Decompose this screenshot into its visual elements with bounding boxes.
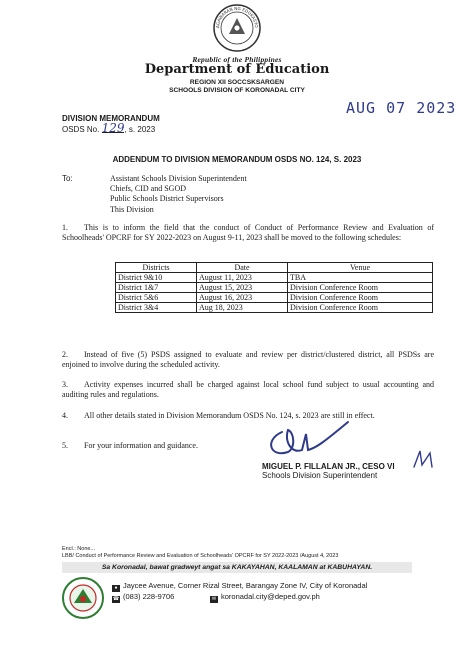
recipient-list bbox=[110, 174, 247, 215]
location-icon: ● bbox=[112, 585, 120, 592]
table-cell: August 15, 2023 bbox=[197, 283, 288, 293]
email-text[interactable]: koronadal.city@deped.gov.ph bbox=[221, 592, 320, 601]
paragraph-number: 1. bbox=[62, 223, 68, 232]
region-line: REGION XII SOCCSKSARGEN bbox=[189, 79, 285, 86]
column-header: Districts bbox=[116, 263, 197, 273]
paragraph-text: All other details stated in Division Memorandum OSDS No. 124, s. 2023 are still in effect. bbox=[84, 411, 375, 420]
paragraph-text: This is to inform the field that the conduct of Conduct of Performance Review and Evaluation of Schoolheads' OPCRF for SY 2022-2023 on August 9-11, 2023 shall be moved to the following schedules: bbox=[62, 223, 434, 243]
table-cell: Aug 18, 2023 bbox=[197, 303, 288, 313]
paragraph-text: For your information and guidance. bbox=[84, 441, 198, 450]
recipient: Assistant Schools Division Superintendent bbox=[110, 174, 247, 183]
initial-mark bbox=[410, 449, 436, 471]
table-row bbox=[116, 273, 433, 283]
signatory-title: Schools Division Superintendent bbox=[262, 471, 378, 480]
address-text: Jaycee Avenue, Corner Rizal Street, Barangay Zone IV, City of Koronadal bbox=[123, 581, 368, 590]
table-row bbox=[116, 293, 433, 303]
paragraph-number: 2. bbox=[62, 350, 68, 359]
table-cell: District 5&6 bbox=[116, 293, 197, 303]
memo-title: DIVISION MEMORANDUM bbox=[62, 114, 160, 123]
table-cell: District 3&4 bbox=[116, 303, 197, 313]
paragraph-4 bbox=[62, 411, 434, 421]
osds-prefix: OSDS No. bbox=[62, 125, 100, 134]
date-stamp: AUG 07 2023 bbox=[346, 99, 457, 117]
paragraph-1 bbox=[62, 223, 434, 243]
phone-icon: ☎ bbox=[112, 596, 120, 602]
footer-email[interactable] bbox=[210, 592, 320, 603]
schedule-table bbox=[115, 262, 433, 313]
paragraph-number: 5. bbox=[62, 441, 68, 450]
enclosure-note: Encl.: None... bbox=[62, 546, 96, 552]
division-motto: Sa Koronadal, bawat gradweyt angat sa KAKAYAHAN, KAALAMAN at KABUHAYAN. bbox=[62, 562, 412, 573]
paragraph-text: Instead of five (5) PSDS assigned to evaluate and review per district/clustered district, all PSDSs are enjoined to involve during the scheduled activity. bbox=[62, 350, 434, 370]
paragraph-number: 3. bbox=[62, 380, 68, 389]
column-header: Date bbox=[197, 263, 288, 273]
footer-phone bbox=[112, 592, 174, 603]
osds-suffix: , s. 2023 bbox=[124, 125, 156, 134]
paragraph-number: 4. bbox=[62, 411, 68, 420]
table-cell: District 1&7 bbox=[116, 283, 197, 293]
division-line: SCHOOLS DIVISION OF KORONADAL CITY bbox=[169, 87, 305, 94]
to-label: To: bbox=[62, 174, 73, 183]
recipient: This Division bbox=[110, 204, 154, 214]
column-header: Venue bbox=[288, 263, 433, 273]
recipient: Chiefs, CID and SGOD bbox=[110, 184, 186, 194]
email-icon: ✉ bbox=[211, 596, 217, 602]
table-cell: August 16, 2023 bbox=[197, 293, 288, 303]
table-row bbox=[116, 303, 433, 313]
table-cell: Division Conference Room bbox=[288, 293, 433, 303]
republic-line: Republic of the Philippines bbox=[192, 55, 282, 64]
table-header-row bbox=[116, 263, 433, 273]
table-row bbox=[116, 283, 433, 293]
footer-address bbox=[112, 581, 367, 592]
table-cell: August 11, 2023 bbox=[197, 273, 288, 283]
reference-line: LBB/ Conduct of Performance Review and Evaluation of Schoolheads' OPCRF for SY 2022-2023 /August 4, 2023 bbox=[62, 553, 339, 559]
paragraph-3 bbox=[62, 380, 434, 400]
paragraph-5 bbox=[62, 441, 434, 451]
phone-text: (083) 228-9706 bbox=[123, 592, 175, 601]
signatory-name: MIGUEL P. FILLALAN JR., CESO VI bbox=[262, 462, 395, 471]
city-seal-icon bbox=[62, 577, 104, 619]
table-cell: Division Conference Room bbox=[288, 283, 433, 293]
table-cell: District 9&10 bbox=[116, 273, 197, 283]
paragraph-2 bbox=[62, 350, 434, 370]
paragraph-text: Activity expenses incurred shall be charged against local school fund subject to usual accounting and auditing rules and regulations. bbox=[62, 380, 434, 400]
recipient: Public Schools District Supervisors bbox=[110, 194, 224, 204]
osds-line bbox=[62, 121, 156, 135]
memo-subject: ADDENDUM TO DIVISION MEMORANDUM OSDS NO. 124, S. 2023 bbox=[112, 155, 362, 164]
signature-mark bbox=[262, 412, 352, 462]
department-name: Department of Education bbox=[144, 62, 330, 77]
deped-seal-icon bbox=[213, 4, 261, 52]
seal-text: AGAWARAN NG EDUKASYO bbox=[214, 5, 260, 29]
table-cell: Division Conference Room bbox=[288, 303, 433, 313]
osds-number: 129 bbox=[101, 121, 125, 135]
table-cell: TBA bbox=[288, 273, 433, 283]
